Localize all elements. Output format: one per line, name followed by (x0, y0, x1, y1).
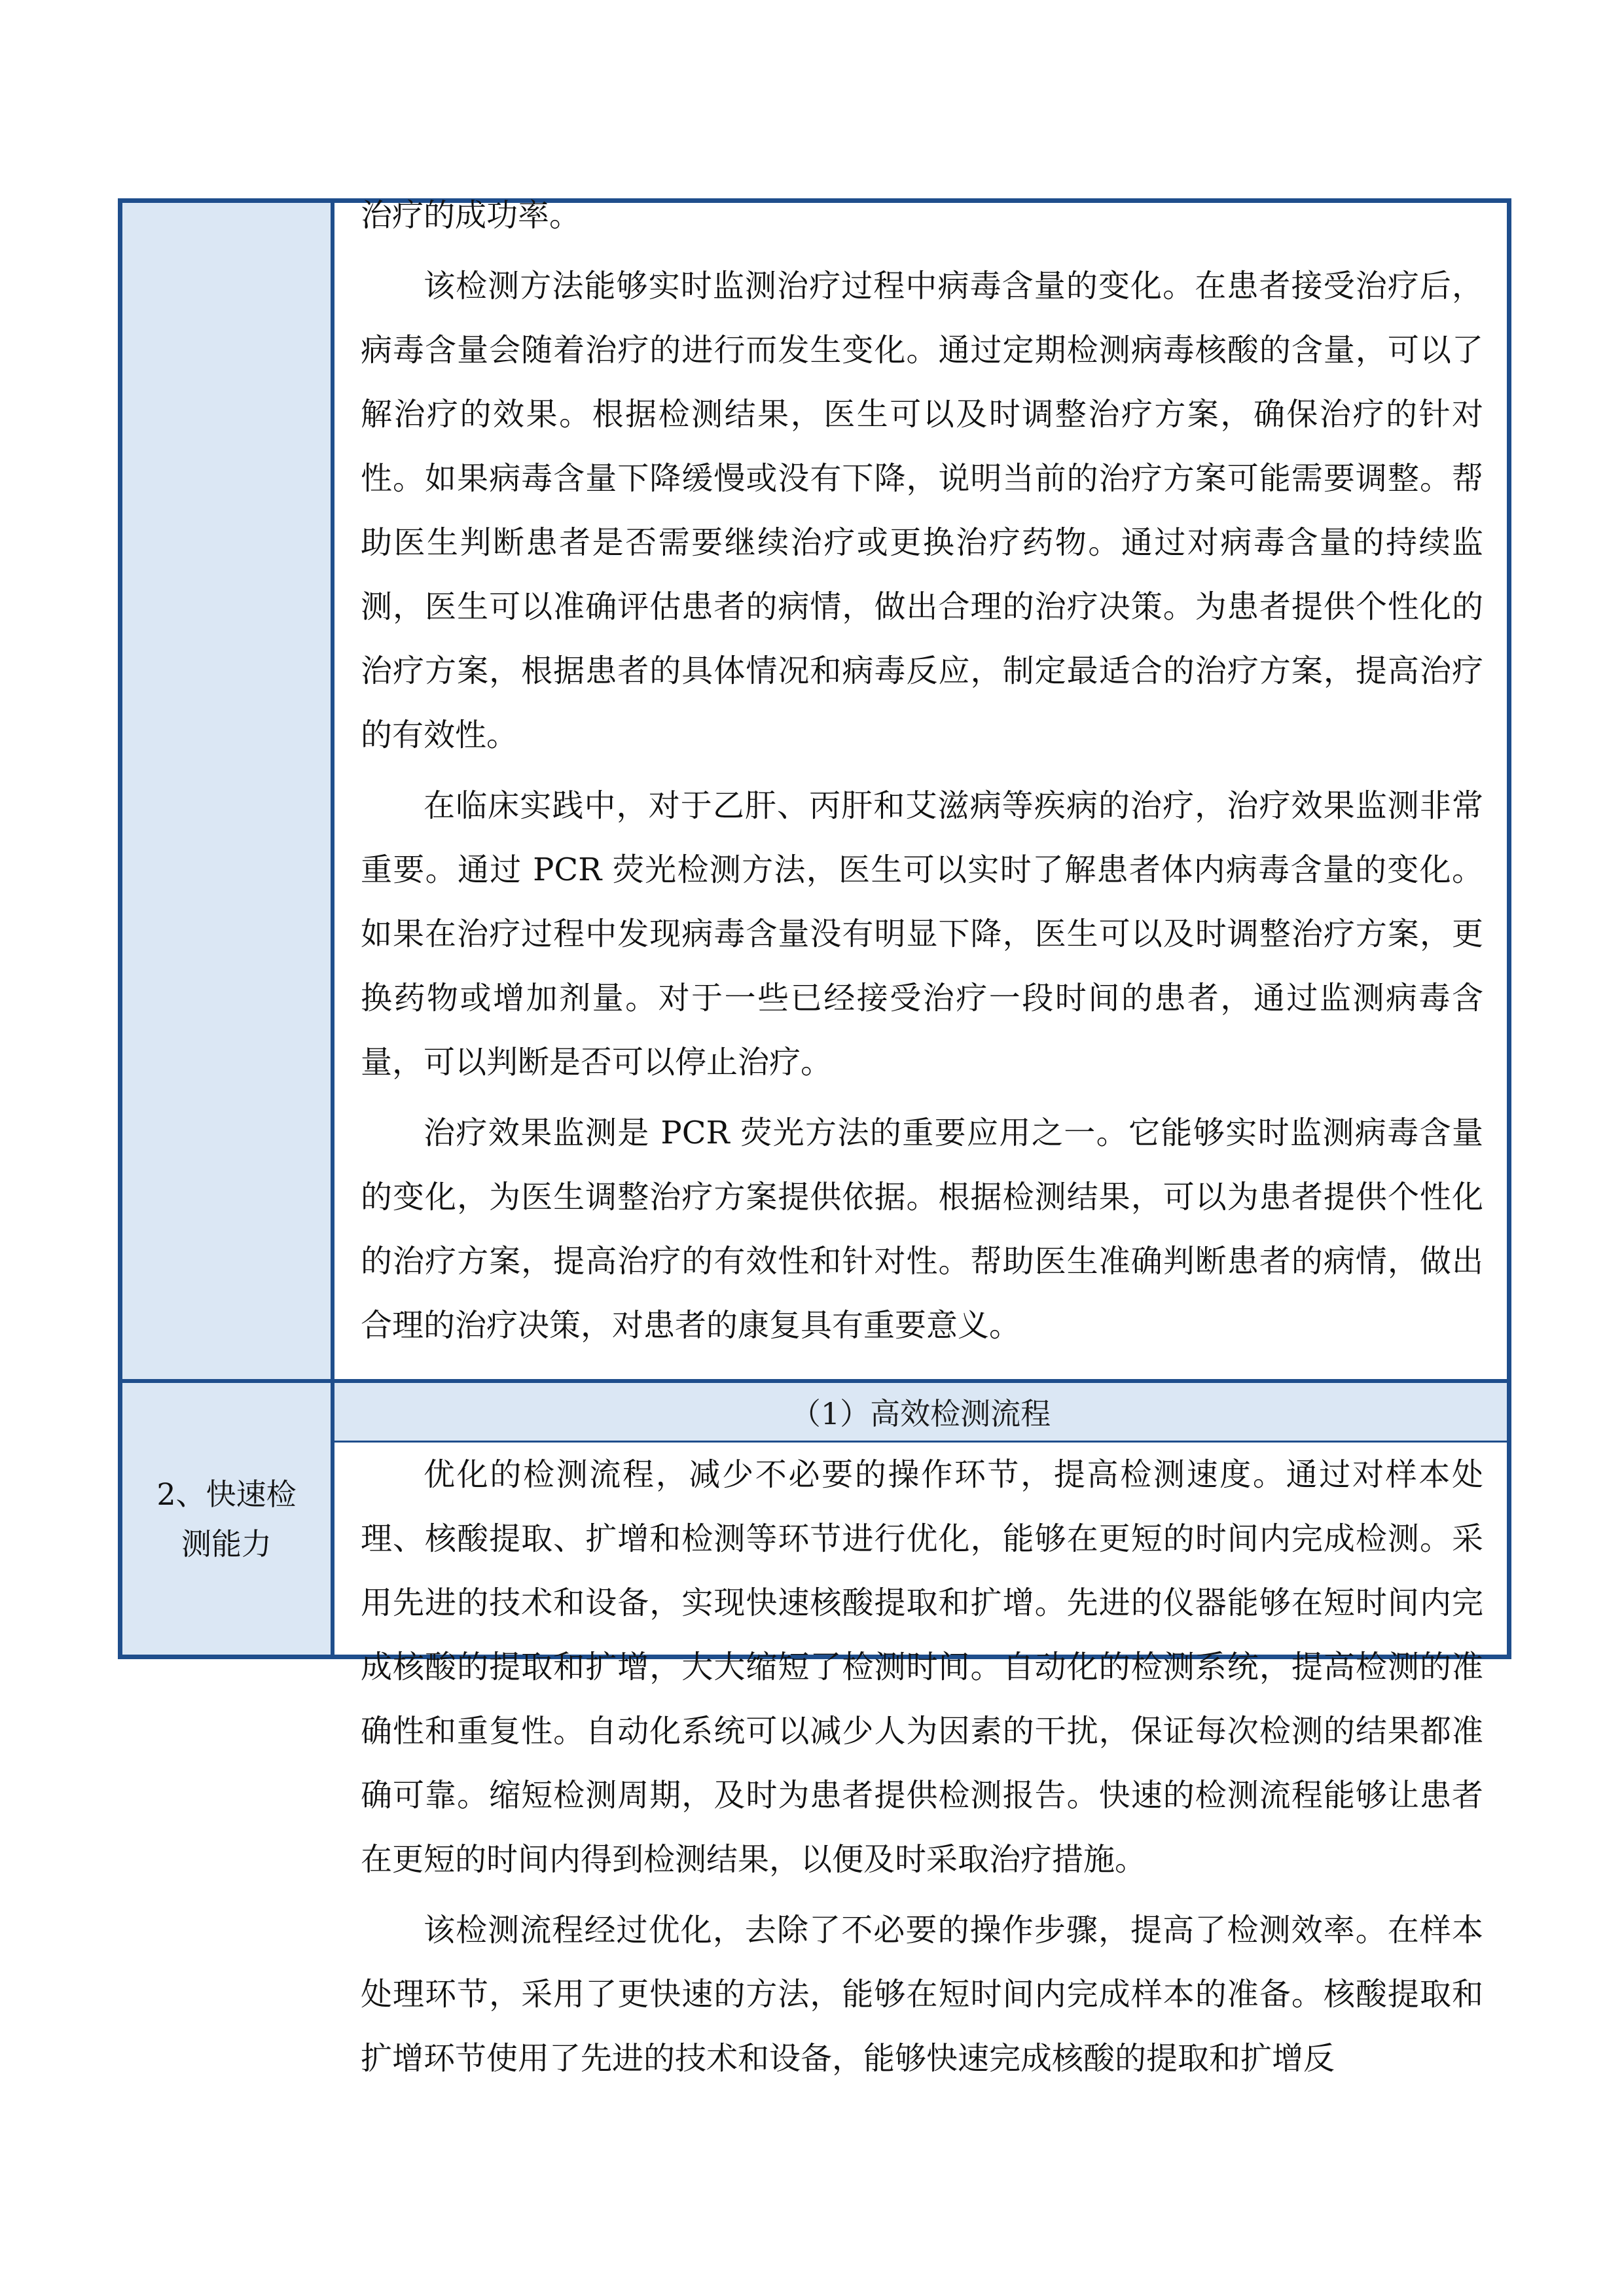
row1-paragraph-1: 治疗的成功率。 (361, 197, 581, 234)
row1-paragraph-3: 在临床实践中，对于乙肝、丙肝和艾滋病等疾病的治疗，治疗效果监测非常重要。通过 PCR 荧光检测方法，医生可以实时了解患者体内病毒含量的变化。如果在治疗过程中发现病毒含量没有明显下降，医生可以及时调整治疗方案，更换药物或增加剂量。对于一些已经接受治疗一段时间的患者，通过监测病毒含量，可以判断是否可以停止治疗。 (361, 787, 1483, 1081)
row2-content-cell (334, 1383, 1507, 2077)
row1-content-cell (334, 197, 1507, 1379)
row2-label-cell (122, 1383, 331, 1655)
row1-paragraph-4: 治疗效果监测是 PCR 荧光方法的重要应用之一。它能够实时监测病毒含量的变化，为医生调整治疗方案提供依据。根据检测结果，可以为患者提供个性化的治疗方案，提高治疗的有效性和针对性。帮助医生准确判断患者的病情，做出合理的治疗决策，对患者的康复具有重要意义。 (361, 1115, 1483, 1344)
row2-paragraph-2: 该检测流程经过优化，去除了不必要的操作步骤，提高了检测效率。在样本处理环节，采用了更快速的方法，能够在短时间内完成样本的准备。核酸提取和扩增环节使用了先进的技术和设备，能够快速完成核酸的提取和扩增反 (361, 1912, 1483, 2077)
row1-paragraph-2: 该检测方法能够实时监测治疗过程中病毒含量的变化。在患者接受治疗后，病毒含量会随着治疗的进行而发生变化。通过定期检测病毒核酸的含量，可以了解治疗的效果。根据检测结果，医生可以及时调整治疗方案，确保治疗的针对性。如果病毒含量下降缓慢或没有下降，说明当前的治疗方案可能需要调整。帮助医生判断患者是否需要继续治疗或更换治疗药物。通过对病毒含量的持续监测，医生可以准确评估患者的病情，做出合理的治疗决策。为患者提供个性化的治疗方案，根据患者的具体情况和病毒反应，制定最适合的治疗方案，提高治疗的有效性。 (361, 268, 1483, 753)
section-subheader: （1）高效检测流程 (334, 1383, 1507, 1443)
row2-label: 2、快速检测能力 (156, 1476, 297, 1562)
row2-text (334, 1443, 1507, 2090)
row2-paragraph-1: 优化的检测流程，减少不必要的操作环节，提高检测速度。通过对样本处理、核酸提取、扩增和检测等环节进行优化，能够在更短的时间内完成检测。采用先进的技术和设备，实现快速核酸提取和扩增。先进的仪器能够在短时间内完成核酸的提取和扩增，大大缩短了检测时间。自动化的检测系统，提高检测的准确性和重复性。自动化系统可以减少人为因素的干扰，保证每次检测的结果都准确可靠。缩短检测周期，及时为患者提供检测报告。快速的检测流程能够让患者在更短的时间内得到检测结果，以便及时采取治疗措施。 (361, 1456, 1483, 1878)
content-table (118, 197, 1511, 2077)
